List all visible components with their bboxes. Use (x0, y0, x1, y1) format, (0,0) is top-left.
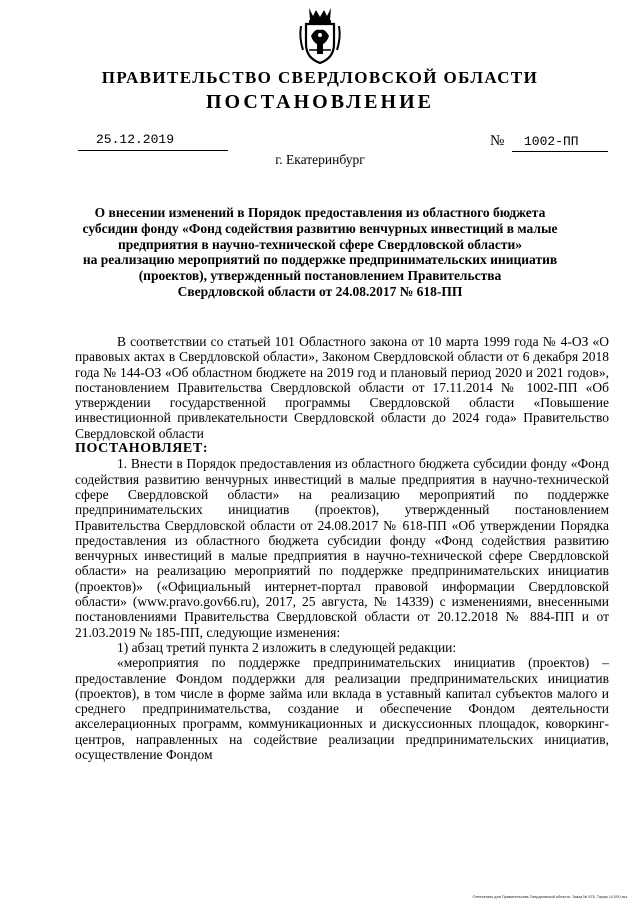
item-1-paragraph: 1. Внести в Порядок предоставления из областного бюджета субсидии фонду «Фонд содействия развитию венчурных инвестиций в малые предприятия в научно-технической сфере Свердловской области» на реализацию мероприятий по поддержке предпринимательских инициатив (проектов), утвержденный постановлением Правительства Свердловской области от 24.08.2017 № 618-ПП «Об утверждении Порядка предоставления из областного бюджета субсидии фонду «Фонд содействия развитию венчурных инвестиций в малые предприятия в научно-технической сфере Свердловской области» на реализацию мероприятий по поддержке предпринимательских инициатив (проектов)» («Официальный интернет-портал правовой информации Свердловской области» (www.pravo.gov66.ru), 2017, 25 августа, № 14339) с изменениями, внесенными постановлениями Правительства Свердловской области от 20.12.2018 № 884-ПП и от 21.03.2019 № 185-ПП, следующие изменения: (75, 456, 609, 640)
title-line: на реализацию мероприятий по поддержке предпринимательских инициатив (82, 252, 558, 268)
document-title (72, 205, 568, 300)
title-line: Свердловской области от 24.08.2017 № 618-ПП (177, 283, 463, 299)
print-note: Отпечатано для Правительства Свердловской области. Заказ № 575. Тираж 14 000 экз. (472, 895, 628, 899)
title-line: субсидии фонду «Фонд содействия развитию венчурных инвестиций в малые (82, 220, 558, 236)
preamble-paragraph: В соответствии со статьей 101 Областного закона от 10 марта 1999 года № 4-ОЗ «О правовых актах в Свердловской области», Законом Свердловской области от 6 декабря 2018 года № 144-ОЗ «Об областном бюджете на 2019 год и плановый период 2020 и 2021 годов», постановлением Правительства Свердловской области от 17.11.2014 № 1002-ПП «Об утверждении государственной программы Свердловской области «Повышение инвестиционной привлекательности Свердловской области до 2024 года» Правительство Свердловской области (75, 334, 609, 441)
title-line: предприятия в научно-технической сфере Свердловской области» (118, 236, 522, 252)
title-line: (проектов), утвержденный постановлением Правительства (138, 268, 502, 284)
city: г. Екатеринбург (275, 152, 365, 167)
document-number: 1002-ПП (512, 134, 608, 152)
document-body (75, 334, 609, 762)
number-sign: № (490, 133, 505, 149)
organization-name: ПРАВИТЕЛЬСТВО СВЕРДЛОВСКОЙ ОБЛАСТИ (101, 68, 539, 87)
title-line: О внесении изменений в Порядок предоставления из областного бюджета (94, 205, 546, 220)
document-type: ПОСТАНОВЛЕНИЕ (206, 91, 434, 113)
item-1-subitem-1: 1) абзац третий пункта 2 изложить в следующей редакции: (117, 639, 457, 655)
decree-heading: ПОСТАНОВЛЯЕТ: (75, 441, 209, 457)
document-date: 25.12.2019 (78, 132, 228, 151)
quoted-text: «мероприятия по поддержке предпринимательских инициатив (проектов) – предоставление Фондом поддержки для реализации предпринимательских инициатив (проектов), в том числе в форме займа или вклада в уставный капитал субъектов малого и среднего предпринимательства, создание и обеспечение Фондом деятельности акселерационных программ, коммуникационных и дискуссионных площадок, коворкинг-центров, направленных на содействие реализации предпринимательских инициатив, осуществление Фондом (75, 655, 609, 763)
coat-of-arms-emblem (297, 6, 343, 64)
